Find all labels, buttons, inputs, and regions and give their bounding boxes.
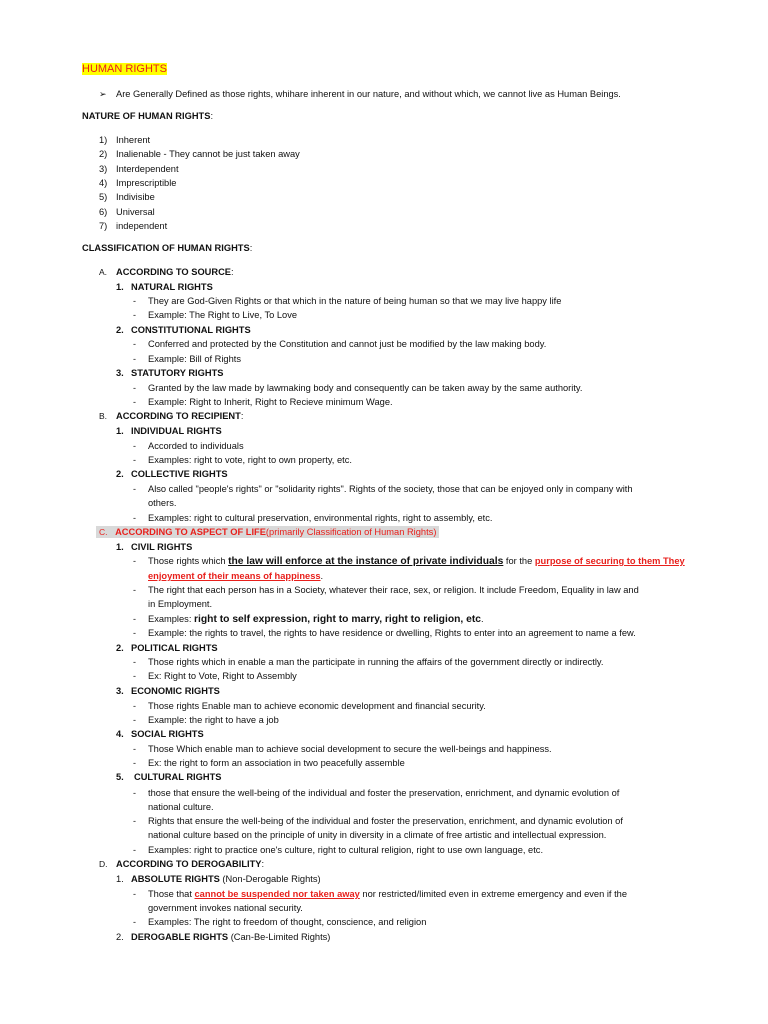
section-letter: A. bbox=[99, 267, 108, 277]
bullet-text: They are God-Given Rights or that which in the nature of being human so that we may live happy life bbox=[148, 296, 562, 306]
bullet-text-cont: government invokes national security. bbox=[148, 903, 303, 913]
list-item: Indivisibe bbox=[116, 192, 155, 202]
bullet-text-cont: national culture. bbox=[148, 802, 214, 812]
item-number: 3. bbox=[116, 368, 124, 378]
dash-bullet-icon: - bbox=[133, 513, 136, 523]
bullet-text: Example: the right to have a job bbox=[148, 715, 279, 725]
section-letter: C. bbox=[99, 527, 108, 537]
item-number: 2. bbox=[116, 643, 124, 653]
bullet-text: Example: the rights to travel, the rights to have residence or dwelling, Rights to enter into an agreement to name a few. bbox=[148, 628, 636, 638]
highlighted-phrase: purpose of securing to them They bbox=[534, 556, 685, 566]
item-number: 1. bbox=[116, 426, 124, 436]
dash-bullet-icon: - bbox=[133, 585, 136, 595]
section-c-subtitle: (primarily Classification of Human Rights) bbox=[265, 527, 437, 537]
list-item: Imprescriptible bbox=[116, 178, 177, 188]
dash-bullet-icon: - bbox=[133, 455, 136, 465]
bullet-text: Accorded to individuals bbox=[148, 441, 244, 451]
dash-bullet-icon: - bbox=[133, 845, 136, 855]
derogable-rights-label: DEROGABLE RIGHTS bbox=[131, 932, 229, 942]
intro-text: Are Generally Defined as those rights, whihare inherent in our nature, and without which, we cannot live as Human Beings. bbox=[116, 89, 621, 99]
dash-bullet-icon: - bbox=[133, 889, 136, 899]
bullet-text: Example: Right to Inherit, Right to Recieve minimum Wage. bbox=[148, 397, 393, 407]
bullet-text: Conferred and protected by the Constitution and cannot just be modified by the law making body. bbox=[148, 339, 547, 349]
list-number: 3) bbox=[99, 164, 108, 174]
social-rights-label: SOCIAL RIGHTS bbox=[131, 729, 204, 739]
dash-bullet-icon: - bbox=[133, 744, 136, 754]
civil-rights-examples: Examples: right to self expression, right to marry, right to religion, etc. bbox=[148, 614, 484, 625]
economic-rights-label: ECONOMIC RIGHTS bbox=[131, 686, 220, 696]
bullet-text: Ex: Right to Vote, Right to Assembly bbox=[148, 671, 297, 681]
item-number: 4. bbox=[116, 729, 124, 739]
bullet-text: Example: The Right to Live, To Love bbox=[148, 310, 298, 320]
dash-bullet-icon: - bbox=[133, 671, 136, 681]
absolute-rights-definition: Those that cannot be suspended nor taken away nor restricted/limited even in extreme emergency and even if the bbox=[148, 889, 628, 899]
list-item: independent bbox=[116, 221, 168, 231]
bullet-text: Examples: right to vote, right to own property, etc. bbox=[148, 455, 352, 465]
list-number: 6) bbox=[99, 207, 108, 217]
section-letter: D. bbox=[99, 859, 108, 869]
dash-bullet-icon: - bbox=[133, 657, 136, 667]
list-number: 5) bbox=[99, 192, 108, 202]
natural-rights-label: NATURAL RIGHTS bbox=[131, 282, 213, 292]
nature-heading: NATURE OF HUMAN RIGHTS: bbox=[82, 111, 214, 121]
document-title bbox=[82, 63, 167, 75]
collective-rights-label: COLLECTIVE RIGHTS bbox=[131, 469, 228, 479]
dash-bullet-icon: - bbox=[133, 715, 136, 725]
bullet-text: Those rights Enable man to achieve economic development and financial security. bbox=[148, 701, 486, 711]
bullet-text: Ex: the right to form an association in two peacefully assemble bbox=[148, 758, 405, 768]
constitutional-rights-label: CONSTITUTIONAL RIGHTS bbox=[131, 325, 251, 335]
dash-bullet-icon: - bbox=[133, 816, 136, 826]
absolute-rights-label: ABSOLUTE RIGHTS bbox=[131, 874, 220, 884]
section-a-heading: ACCORDING TO SOURCE: bbox=[116, 267, 234, 277]
section-b-heading: ACCORDING TO RECIPIENT: bbox=[116, 411, 244, 421]
section-letter: B. bbox=[99, 411, 108, 421]
dash-bullet-icon: - bbox=[133, 354, 136, 364]
bullet-text: Examples: The right to freedom of thought, conscience, and religion bbox=[148, 917, 427, 927]
civil-rights-label: CIVIL RIGHTS bbox=[131, 542, 193, 552]
item-number: 2. bbox=[116, 469, 124, 479]
bullet-text: Also called "people's rights" or "solidarity rights". Rights of the society, those that can be enjoyed only in company with bbox=[148, 484, 633, 494]
list-item: Universal bbox=[116, 207, 155, 217]
bullet-text: Granted by the law made by lawmaking body and consequently can be taken away by the same authority. bbox=[148, 383, 583, 393]
title-text: HUMAN RIGHTS bbox=[82, 63, 167, 75]
list-item: Interdependent bbox=[116, 164, 179, 174]
dash-bullet-icon: - bbox=[133, 614, 136, 624]
dash-bullet-icon: - bbox=[133, 628, 136, 638]
civil-rights-definition-cont: enjoyment of their means of happiness. bbox=[148, 571, 324, 581]
derogable-rights-line: DEROGABLE RIGHTS (Can-Be-Limited Rights) bbox=[131, 932, 331, 942]
dash-bullet-icon: - bbox=[133, 296, 136, 306]
bullet-text: Example: Bill of Rights bbox=[148, 354, 242, 364]
bullet-text: The right that each person has in a Society, whatever their race, sex, or religion. It include Freedom, Equality in law and bbox=[148, 585, 639, 595]
absolute-rights-line: ABSOLUTE RIGHTS (Non-Derogable Rights) bbox=[131, 874, 321, 884]
section-d-heading: ACCORDING TO DEROGABILITY: bbox=[116, 859, 265, 869]
dash-bullet-icon: - bbox=[133, 917, 136, 927]
bullet-text: Rights that ensure the well-being of the individual and foster the preservation, enrichment, and dynamic evolution of bbox=[148, 816, 623, 826]
dash-bullet-icon: - bbox=[133, 701, 136, 711]
item-number: 3. bbox=[116, 686, 124, 696]
section-c-line bbox=[96, 526, 439, 538]
dash-bullet-icon: - bbox=[133, 441, 136, 451]
item-number: 2. bbox=[116, 325, 124, 335]
dash-bullet-icon: - bbox=[133, 788, 136, 798]
item-number: 1. bbox=[116, 542, 124, 552]
item-number: 1. bbox=[116, 874, 124, 884]
individual-rights-label: INDIVIDUAL RIGHTS bbox=[131, 426, 222, 436]
list-number: 7) bbox=[99, 221, 108, 231]
cultural-rights-label: CULTURAL RIGHTS bbox=[134, 772, 222, 782]
list-item: Inalienable - They cannot be just taken away bbox=[116, 149, 300, 159]
list-item: Inherent bbox=[116, 135, 151, 145]
bullet-text: Those Which enable man to achieve social development to secure the well-beings and happiness. bbox=[148, 744, 552, 754]
bullet-text: Those rights which in enable a man the participate in running the affairs of the government directly or indirectly. bbox=[148, 657, 604, 667]
political-rights-label: POLITICAL RIGHTS bbox=[131, 643, 218, 653]
highlighted-phrase: enjoyment of their means of happiness bbox=[148, 571, 321, 581]
dash-bullet-icon: - bbox=[133, 310, 136, 320]
item-number: 1. bbox=[116, 282, 124, 292]
civil-rights-definition: Those rights which the law will enforce at the instance of private individuals for the purpose of securing to them They bbox=[148, 556, 685, 567]
bullet-text: Examples: right to cultural preservation, environmental rights, right to assembly, etc. bbox=[148, 513, 493, 523]
statutory-rights-label: STATUTORY RIGHTS bbox=[131, 368, 224, 378]
dash-bullet-icon: - bbox=[133, 484, 136, 494]
list-number: 1) bbox=[99, 135, 108, 145]
bullet-text: those that ensure the well-being of the individual and foster the preservation, enrichment, and dynamic evolution of bbox=[148, 788, 620, 798]
item-number: 2. bbox=[116, 932, 124, 942]
list-number: 4) bbox=[99, 178, 108, 188]
bullet-text: Examples: right to practice one's culture, right to cultural religion, right to use own language, etc. bbox=[148, 845, 544, 855]
dash-bullet-icon: - bbox=[133, 556, 136, 566]
arrow-bullet-icon: ➢ bbox=[99, 89, 107, 99]
list-number: 2) bbox=[99, 149, 108, 159]
bullet-text-cont: national culture based on the principle of unity in diversity in a climate of free artistic and intellectual expression. bbox=[148, 830, 607, 840]
classification-heading: CLASSIFICATION OF HUMAN RIGHTS: bbox=[82, 243, 253, 253]
dash-bullet-icon: - bbox=[133, 758, 136, 768]
dash-bullet-icon: - bbox=[133, 397, 136, 407]
highlighted-phrase: cannot be suspended nor taken away bbox=[194, 889, 360, 899]
bullet-text-cont: others. bbox=[148, 498, 177, 508]
item-number: 5. bbox=[116, 772, 124, 782]
section-c-heading: ACCORDING TO ASPECT OF LIFE bbox=[115, 527, 266, 537]
dash-bullet-icon: - bbox=[133, 339, 136, 349]
dash-bullet-icon: - bbox=[133, 383, 136, 393]
bullet-text-cont: in Employment. bbox=[148, 599, 213, 609]
underlined-phrase: the law will enforce at the instance of private individuals bbox=[228, 556, 504, 567]
